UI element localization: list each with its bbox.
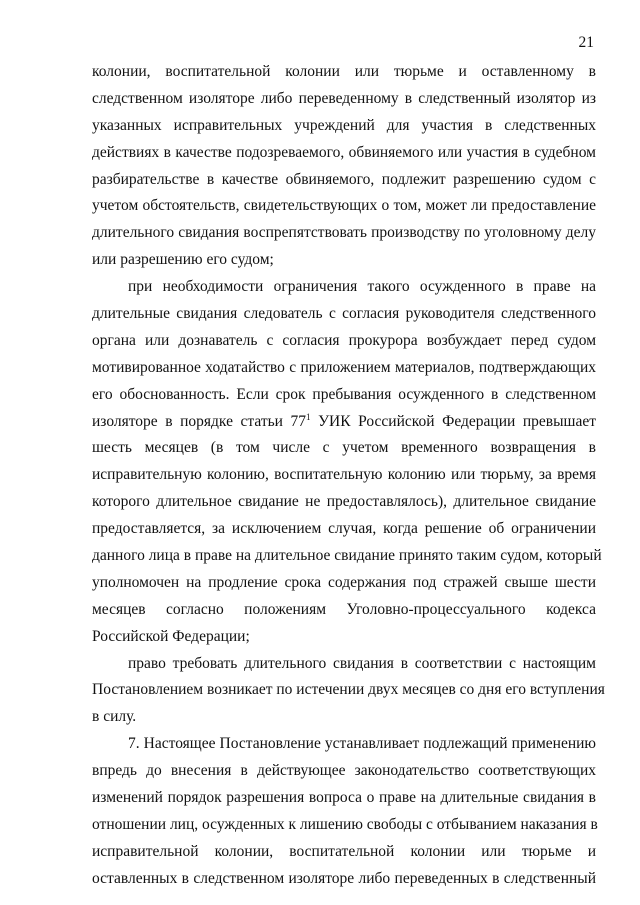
text-line: изменений порядок разрешения вопроса о праве на длительные свидания в <box>92 789 596 807</box>
text-line: предоставляется, за исключением случая, когда решение об ограничении <box>92 520 596 538</box>
text-line: шесть месяцев (в том числе с учетом временного возвращения в <box>92 439 596 457</box>
text-line: исправительной колонии, воспитательной колонии или тюрьме и <box>92 842 596 860</box>
text-line: органа или дознаватель с согласия прокурора возбуждает перед судом <box>92 331 596 349</box>
text-fragment: УИК Российской Федерации превышает <box>310 412 596 430</box>
paragraph-limitation <box>92 274 602 650</box>
document-body <box>92 59 605 893</box>
text-line: оставленных в следственном изоляторе либо переведенных в следственный <box>92 869 596 887</box>
text-line: длительного свидания воспрепятствовать производству по уголовному делу <box>92 224 596 242</box>
paragraph-item-7 <box>92 731 596 892</box>
text-line: данного лица в праве на длительное свидание принято таким судом, который <box>92 547 602 565</box>
text-line: разбирательстве в качестве обвиняемого, подлежит разрешению судом с <box>92 170 596 188</box>
text-line: длительные свидания следователь с согласия руководителя следственного <box>92 305 596 323</box>
paragraph-continuation <box>92 59 596 274</box>
text-line: действиях в качестве подозреваемого, обвиняемого или участия в судебном <box>92 143 596 161</box>
text-line: указанных исправительных учреждений для участия в следственных <box>92 116 596 134</box>
text-line: впредь до внесения в действующее законодательство соответствующих <box>92 762 596 780</box>
text-line-with-superscript <box>92 409 596 436</box>
text-line: мотивированное ходатайство с приложением материалов, подтверждающих <box>92 358 596 376</box>
text-line: исправительную колонию, воспитательную колонию или тюрьму, за время <box>92 466 596 484</box>
text-line: уполномочен на продление срока содержания под стражей свыше шести <box>92 573 596 591</box>
text-line: отношении лиц, осужденных к лишению свободы с отбыванием наказания в <box>92 815 598 833</box>
superscript: 1 <box>306 411 311 422</box>
text-line: следственном изоляторе либо переведенному в следственный изолятор из <box>92 89 596 107</box>
text-line: или разрешению его судом; <box>92 251 274 269</box>
text-line: месяцев согласно положениям Уголовно-процессуального кодекса <box>92 600 596 618</box>
text-line: в силу. <box>92 708 137 726</box>
text-line: колонии, воспитательной колонии или тюрьме и оставленному в <box>92 63 596 80</box>
text-line: его обоснованность. Если срок пребывания осужденного в следственном <box>92 385 596 403</box>
text-line: право требовать длительного свидания в соответствии с настоящим <box>128 654 596 672</box>
text-line: Постановлением возникает по истечении двух месяцев со дня его вступления <box>92 681 605 699</box>
text-line: при необходимости ограничения такого осужденного в праве на <box>128 278 596 296</box>
text-fragment: изоляторе в порядке статьи 77 <box>92 412 307 430</box>
text-line: Российской Федерации; <box>92 627 250 645</box>
text-line: которого длительное свидание не предоставлялось), длительное свидание <box>92 493 596 511</box>
text-line: 7. Настоящее Постановление устанавливает подлежащий применению <box>128 735 596 753</box>
page-number: 21 <box>578 34 594 51</box>
text-line: учетом обстоятельств, свидетельствующих о том, может ли предоставление <box>92 197 596 215</box>
paragraph-right-to-demand <box>92 651 605 732</box>
